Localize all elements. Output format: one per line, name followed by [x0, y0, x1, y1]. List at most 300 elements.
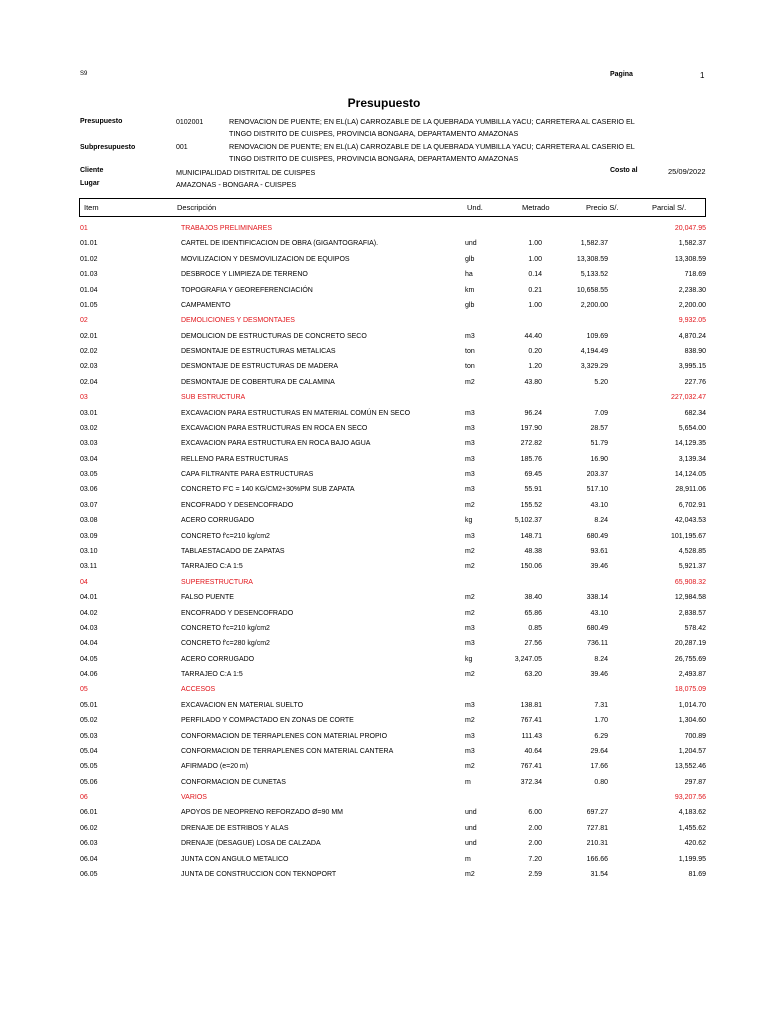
table-row: [80, 853, 706, 868]
description-cell: AFIRMADO (e=20 m): [181, 763, 249, 771]
metrado-cell: 63.20: [524, 671, 542, 679]
parcial-cell: 18,075.09: [674, 686, 706, 694]
unit-cell: und: [465, 840, 477, 848]
metrado-cell: 767.41: [520, 717, 542, 725]
metrado-cell: 6.00: [528, 809, 542, 817]
col-item: Item: [84, 203, 99, 212]
item-cell: 01.04: [80, 286, 98, 294]
metrado-cell: 40.64: [524, 747, 542, 755]
precio-cell: 7.31: [594, 701, 608, 709]
description-cell: DESMONTAJE DE COBERTURA DE CALAMINA: [181, 378, 335, 386]
precio-cell: 203.37: [586, 471, 608, 479]
parcial-cell: 14,124.05: [674, 471, 706, 479]
metrado-cell: 150.06: [520, 563, 542, 571]
parcial-cell: 13,552.46: [674, 763, 706, 771]
precio-cell: 43.10: [590, 609, 608, 617]
parcial-cell: 2,238.30: [678, 286, 706, 294]
parcial-cell: 2,493.87: [678, 671, 706, 679]
item-cell: 04.01: [80, 594, 98, 602]
precio-cell: 29.64: [590, 747, 608, 755]
precio-cell: 736.11: [587, 640, 608, 648]
description-cell: CONCRETO f'c=210 kg/cm2: [181, 624, 270, 632]
item-cell: 05.02: [80, 717, 98, 725]
description-cell: RELLENO PARA ESTRUCTURAS: [181, 455, 289, 463]
item-cell: 01.01: [80, 240, 98, 248]
description-cell: MOVILIZACION Y DESMOVILIZACION DE EQUIPOS: [181, 255, 350, 263]
precio-cell: 51.79: [590, 440, 608, 448]
metrado-cell: 48.38: [524, 547, 542, 555]
parcial-cell: 4,528.85: [678, 547, 706, 555]
description-cell: DESMONTAJE DE ESTRUCTURAS DE MADERA: [181, 363, 338, 371]
item-cell: 01.03: [80, 271, 98, 279]
unit-cell: m2: [465, 870, 475, 878]
precio-cell: 4,194.49: [580, 348, 608, 356]
unit-cell: m3: [465, 532, 475, 540]
item-cell: 06: [80, 794, 88, 802]
table-row: [80, 483, 706, 498]
metrado-cell: 767.41: [520, 763, 542, 771]
parcial-cell: 420.62: [684, 840, 706, 848]
parcial-cell: 578.42: [684, 624, 706, 632]
table-row: [80, 360, 706, 375]
subpresupuesto-label: Subpresupuesto: [80, 144, 136, 151]
item-cell: 03.06: [80, 486, 98, 494]
lugar-label: Lugar: [80, 180, 100, 187]
table-row: [80, 591, 706, 606]
description-cell: TARRAJEO C:A 1:5: [181, 671, 243, 679]
unit-cell: m2: [465, 501, 475, 509]
description-cell: ENCOFRADO Y DESENCOFRADO: [181, 609, 294, 617]
precio-cell: 28.57: [590, 424, 608, 432]
subpresupuesto-description: RENOVACION DE PUENTE; EN EL(LA) CARROZABLE DE LA QUEBRADA YUMBILLA YACU; CARRETERA AL CASERIO EL TINGO DISTRITO DE CUISPES, PROVINCIA BONGARA, DEPARTAMENTO AMAZONAS: [229, 142, 635, 163]
metrado-cell: 0.85: [528, 624, 542, 632]
section-row: [80, 791, 706, 806]
description-cell: DRENAJE DE ESTRIBOS Y ALAS: [181, 824, 289, 832]
metrado-cell: 197.90: [520, 424, 542, 432]
unit-cell: m2: [465, 563, 475, 571]
unit-cell: m3: [465, 409, 475, 417]
metrado-cell: 7.20: [528, 855, 542, 863]
precio-cell: 16.90: [590, 455, 608, 463]
parcial-cell: 12,984.58: [674, 594, 706, 602]
description-cell: DEMOLICIONES Y DESMONTAJES: [181, 317, 295, 325]
table-row: [80, 268, 706, 283]
unit-cell: m3: [465, 624, 475, 632]
unit-cell: glb: [465, 255, 475, 263]
unit-cell: m3: [465, 640, 475, 648]
description-cell: CAPA FILTRANTE PARA ESTRUCTURAS: [181, 471, 314, 479]
col-descripcion: Descripción: [177, 203, 217, 212]
unit-cell: m: [465, 855, 471, 863]
description-cell: TRABAJOS PRELIMINARES: [181, 225, 273, 232]
metrado-cell: 38.40: [524, 594, 542, 602]
metrado-cell: 148.71: [520, 532, 542, 540]
description-cell: ACCESOS: [181, 686, 216, 694]
item-cell: 03.04: [80, 455, 98, 463]
description-cell: CONCRETO f'c=280 kg/cm2: [181, 640, 270, 648]
metrado-cell: 3,247.05: [514, 655, 542, 663]
unit-cell: m2: [465, 594, 475, 602]
table-row: [80, 545, 706, 560]
unit-cell: m2: [465, 763, 475, 771]
metrado-cell: 111.43: [521, 732, 542, 740]
parcial-cell: 700.89: [684, 732, 706, 740]
parcial-cell: 2,838.57: [678, 609, 706, 617]
unit-cell: kg: [465, 655, 473, 663]
precio-cell: 0.80: [594, 778, 608, 786]
unit-cell: m3: [465, 732, 475, 740]
precio-cell: 727.81: [586, 824, 608, 832]
table-row: [80, 437, 706, 452]
table-row: [80, 376, 706, 391]
item-cell: 02.02: [80, 348, 98, 356]
subpresupuesto-code: 001: [176, 144, 188, 151]
item-cell: 03: [80, 394, 88, 402]
item-cell: 01.05: [80, 301, 98, 309]
presupuesto-description: RENOVACION DE PUENTE; EN EL(LA) CARROZABLE DE LA QUEBRADA YUMBILLA YACU; CARRETERA AL CASERIO EL TINGO DISTRITO DE CUISPES, PROVINCIA BONGARA, DEPARTAMENTO AMAZONAS: [229, 117, 635, 138]
metrado-cell: 185.76: [520, 455, 542, 463]
item-cell: 05.05: [80, 763, 98, 771]
description-cell: CONFORMACION DE CUNETAS: [181, 778, 286, 786]
metrado-cell: 155.52: [520, 501, 542, 509]
parcial-cell: 1,582.37: [678, 240, 706, 248]
metrado-cell: 96.24: [524, 409, 542, 417]
item-cell: 03.02: [80, 424, 98, 432]
unit-cell: m2: [465, 717, 475, 725]
description-cell: EXCAVACION PARA ESTRUCTURA EN ROCA BAJO AGUA: [181, 440, 371, 448]
metrado-cell: 138.81: [520, 701, 542, 709]
table-row: [80, 514, 706, 529]
metrado-cell: 2.59: [528, 870, 542, 878]
item-cell: 03.08: [80, 517, 98, 525]
description-cell: ACERO CORRUGADO: [181, 517, 255, 525]
table-row: [80, 622, 706, 637]
metrado-cell: 1.20: [528, 363, 542, 371]
section-row: [80, 683, 706, 698]
parcial-cell: 2,200.00: [678, 301, 706, 309]
unit-cell: und: [465, 240, 477, 248]
description-cell: CONFORMACION DE TERRAPLENES CON MATERIAL CANTERA: [181, 747, 394, 755]
table-row: [80, 745, 706, 760]
table-row: [80, 530, 706, 545]
precio-cell: 1,582.37: [580, 240, 608, 248]
description-cell: JUNTA CON ANGULO METALICO: [181, 855, 289, 863]
precio-cell: 166.66: [586, 855, 608, 863]
section-row: [80, 576, 706, 591]
parcial-cell: 14,129.35: [674, 440, 706, 448]
item-cell: 02: [80, 317, 88, 325]
parcial-cell: 718.69: [684, 271, 706, 279]
report-code: S9: [80, 71, 88, 77]
parcial-cell: 3,995.15: [678, 363, 706, 371]
description-cell: JUNTA DE CONSTRUCCION CON TEKNOPORT: [181, 870, 337, 878]
description-cell: EXCAVACION PARA ESTRUCTURAS EN MATERIAL COMÚN EN SECO: [181, 409, 411, 417]
section-row: [80, 314, 706, 329]
description-cell: SUB ESTRUCTURA: [181, 394, 246, 402]
unit-cell: m3: [465, 455, 475, 463]
unit-cell: m3: [465, 471, 475, 479]
unit-cell: und: [465, 809, 477, 817]
description-cell: EXCAVACION EN MATERIAL SUELTO: [181, 701, 304, 709]
item-cell: 06.02: [80, 824, 98, 832]
presupuesto-label: Presupuesto: [80, 118, 123, 125]
item-cell: 01.02: [80, 255, 98, 263]
col-precio: Precio S/.: [586, 203, 619, 212]
metrado-cell: 55.91: [524, 486, 542, 494]
metrado-cell: 272.82: [520, 440, 542, 448]
description-cell: TARRAJEO C:A 1:5: [181, 563, 243, 571]
item-cell: 04.02: [80, 609, 98, 617]
metrado-cell: 0.20: [528, 348, 542, 356]
unit-cell: m3: [465, 747, 475, 755]
item-cell: 04.03: [80, 624, 98, 632]
description-cell: DESBROCE Y LIMPIEZA DE TERRENO: [181, 271, 308, 279]
precio-cell: 39.46: [590, 563, 608, 571]
page-title: Presupuesto: [347, 96, 421, 110]
col-und: Und.: [467, 203, 483, 212]
metrado-cell: 2.00: [528, 824, 542, 832]
description-cell: CAMPAMENTO: [181, 301, 231, 309]
precio-cell: 2,200.00: [580, 301, 608, 309]
item-cell: 05.06: [80, 778, 98, 786]
parcial-cell: 1,014.70: [678, 701, 706, 709]
precio-cell: 680.49: [586, 532, 608, 540]
precio-cell: 5,133.52: [580, 271, 608, 279]
description-cell: PERFILADO Y COMPACTADO EN ZONAS DE CORTE: [181, 717, 354, 725]
description-cell: EXCAVACION PARA ESTRUCTURAS EN ROCA EN SECO: [181, 424, 368, 432]
parcial-cell: 227,032.47: [670, 394, 706, 402]
metrado-cell: 43.80: [524, 378, 542, 386]
item-cell: 03.01: [80, 409, 98, 417]
unit-cell: m3: [465, 486, 475, 494]
item-cell: 05.01: [80, 701, 98, 709]
lugar-value: AMAZONAS - BONGARA - CUISPES: [176, 180, 297, 189]
precio-cell: 8.24: [594, 655, 608, 663]
item-cell: 03.07: [80, 501, 98, 509]
unit-cell: ha: [465, 271, 473, 279]
description-cell: CARTEL DE IDENTIFICACION DE OBRA (GIGANTOGRAFIA).: [181, 240, 379, 248]
item-cell: 04: [80, 578, 88, 586]
parcial-cell: 1,304.60: [678, 717, 706, 725]
item-cell: 04.06: [80, 671, 98, 679]
item-cell: 06.04: [80, 855, 98, 863]
description-cell: VARIOS: [181, 794, 207, 802]
item-cell: 03.11: [80, 563, 97, 571]
parcial-cell: 227.76: [684, 378, 706, 386]
description-cell: CONFORMACION DE TERRAPLENES CON MATERIAL PROPIO: [181, 732, 388, 740]
unit-cell: m2: [465, 671, 475, 679]
item-cell: 02.03: [80, 363, 98, 371]
metrado-cell: 1.00: [528, 255, 542, 263]
precio-cell: 8.24: [594, 517, 608, 525]
table-row: [80, 345, 706, 360]
description-cell: ACERO CORRUGADO: [181, 655, 255, 663]
cliente-value: MUNICIPALIDAD DISTRITAL DE CUISPES: [176, 168, 316, 177]
parcial-cell: 682.34: [684, 409, 706, 417]
parcial-cell: 101,195.67: [670, 532, 706, 540]
table-row: [80, 607, 706, 622]
table-row: [80, 806, 706, 821]
precio-cell: 680.49: [586, 624, 608, 632]
item-cell: 03.03: [80, 440, 98, 448]
description-cell: DESMONTAJE DE ESTRUCTURAS METALICAS: [181, 348, 336, 356]
metrado-cell: 0.14: [528, 271, 542, 279]
precio-cell: 43.10: [590, 501, 608, 509]
unit-cell: m3: [465, 332, 475, 340]
table-row: [80, 330, 706, 345]
precio-cell: 3,329.29: [580, 363, 608, 371]
section-row: [80, 222, 706, 237]
item-cell: 04.04: [80, 640, 98, 648]
metrado-cell: 372.34: [520, 778, 542, 786]
table-row: [80, 499, 706, 514]
unit-cell: m: [465, 778, 471, 786]
cliente-label: Cliente: [80, 167, 104, 174]
unit-cell: ton: [465, 363, 475, 371]
metrado-cell: 0.21: [528, 286, 542, 294]
item-cell: 03.05: [80, 471, 98, 479]
parcial-cell: 93,207.56: [674, 794, 706, 802]
parcial-cell: 838.90: [684, 348, 706, 356]
parcial-cell: 297.87: [684, 778, 706, 786]
unit-cell: m2: [465, 609, 475, 617]
parcial-cell: 81.69: [688, 870, 706, 878]
table-row: [80, 468, 706, 483]
metrado-cell: 44.40: [524, 332, 542, 340]
parcial-cell: 13,308.59: [674, 255, 706, 263]
unit-cell: kg: [465, 517, 473, 525]
precio-cell: 31.54: [590, 870, 608, 878]
description-cell: FALSO PUENTE: [181, 594, 234, 602]
parcial-cell: 5,921.37: [678, 563, 706, 571]
costo-date: 25/09/2022: [668, 167, 706, 176]
item-cell: 03.09: [80, 532, 98, 540]
table-row: [80, 714, 706, 729]
metrado-cell: 65.86: [524, 609, 542, 617]
table-row: [80, 637, 706, 652]
table-header: [79, 198, 706, 217]
col-metrado: Metrado: [522, 203, 550, 212]
table-row: [80, 668, 706, 683]
table-row: [80, 760, 706, 775]
parcial-cell: 28,911.06: [675, 486, 706, 494]
table-row: [80, 237, 706, 252]
unit-cell: und: [465, 824, 477, 832]
precio-cell: 517.10: [586, 486, 608, 494]
section-row: [80, 391, 706, 406]
precio-cell: 210.31: [586, 840, 608, 848]
precio-cell: 338.14: [586, 594, 608, 602]
precio-cell: 10,658.55: [576, 286, 608, 294]
parcial-cell: 6,702.91: [678, 501, 706, 509]
item-cell: 03.10: [80, 547, 98, 555]
item-cell: 06.03: [80, 840, 98, 848]
precio-cell: 1.70: [594, 717, 608, 725]
description-cell: DEMOLICION DE ESTRUCTURAS DE CONCRETO SECO: [181, 332, 367, 340]
item-cell: 05.04: [80, 747, 98, 755]
precio-cell: 5.20: [594, 378, 608, 386]
table-row: [80, 560, 706, 575]
description-cell: CONCRETO f'c=210 kg/cm2: [181, 532, 270, 540]
description-cell: TABLAESTACADO DE ZAPATAS: [181, 547, 285, 555]
unit-cell: m3: [465, 701, 475, 709]
item-cell: 05.03: [80, 732, 98, 740]
table-row: [80, 453, 706, 468]
table-row: [80, 730, 706, 745]
table-row: [80, 299, 706, 314]
parcial-cell: 26,755.69: [674, 655, 706, 663]
item-cell: 06.05: [80, 870, 98, 878]
table-row: [80, 822, 706, 837]
table-row: [80, 837, 706, 852]
unit-cell: m2: [465, 378, 475, 386]
page-number: 1: [700, 71, 705, 80]
table-row: [80, 284, 706, 299]
table-row: [80, 253, 706, 268]
unit-cell: m2: [465, 547, 475, 555]
precio-cell: 7.09: [594, 409, 608, 417]
unit-cell: km: [465, 286, 475, 294]
costo-label: Costo al: [610, 167, 638, 174]
page-label: Pagina: [610, 71, 633, 78]
parcial-cell: 20,287.19: [674, 640, 706, 648]
col-parcial: Parcial S/.: [652, 203, 687, 212]
parcial-cell: 3,139.34: [678, 455, 706, 463]
table-row: [80, 653, 706, 668]
description-cell: SUPERESTRUCTURA: [181, 578, 253, 586]
metrado-cell: 69.45: [524, 471, 542, 479]
table-row: [80, 699, 706, 714]
metrado-cell: 5,102.37: [514, 517, 542, 525]
metrado-cell: 27.56: [524, 640, 542, 648]
parcial-cell: 65,908.32: [674, 578, 706, 586]
parcial-cell: 1,204.57: [678, 747, 706, 755]
unit-cell: m3: [465, 440, 475, 448]
description-cell: ENCOFRADO Y DESENCOFRADO: [181, 501, 294, 509]
parcial-cell: 20,047.95: [674, 225, 706, 232]
unit-cell: ton: [465, 348, 475, 356]
metrado-cell: 2.00: [528, 840, 542, 848]
item-cell: 04.05: [80, 655, 98, 663]
metrado-cell: 1.00: [528, 301, 542, 309]
table-row: [80, 422, 706, 437]
precio-cell: 17.66: [590, 763, 608, 771]
table-row: [80, 868, 706, 883]
parcial-cell: 42,043.53: [674, 517, 706, 525]
item-cell: 05: [80, 686, 88, 694]
parcial-cell: 1,455.62: [678, 824, 706, 832]
description-cell: DRENAJE (DESAGUE) LOSA DE CALZADA: [181, 840, 321, 848]
precio-cell: 6.29: [594, 732, 608, 740]
table-row: [80, 776, 706, 791]
description-cell: APOYOS DE NEOPRENO REFORZADO Ø=90 MM: [181, 809, 344, 817]
description-cell: CONCRETO F'C = 140 KG/CM2+30%PM SUB ZAPATA: [181, 486, 355, 494]
item-cell: 02.04: [80, 378, 98, 386]
unit-cell: m3: [465, 424, 475, 432]
parcial-cell: 4,870.24: [678, 332, 706, 340]
parcial-cell: 1,199.95: [678, 855, 706, 863]
metrado-cell: 1.00: [528, 240, 542, 248]
parcial-cell: 5,654.00: [678, 424, 706, 432]
item-cell: 02.01: [80, 332, 98, 340]
precio-cell: 13,308.59: [576, 255, 608, 263]
description-cell: TOPOGRAFIA Y GEOREFERENCIACIÓN: [181, 286, 313, 294]
unit-cell: glb: [465, 301, 475, 309]
presupuesto-code: 0102001: [176, 119, 204, 126]
parcial-cell: 4,183.62: [678, 809, 706, 817]
item-cell: 01: [80, 225, 88, 232]
item-cell: 06.01: [80, 809, 98, 817]
